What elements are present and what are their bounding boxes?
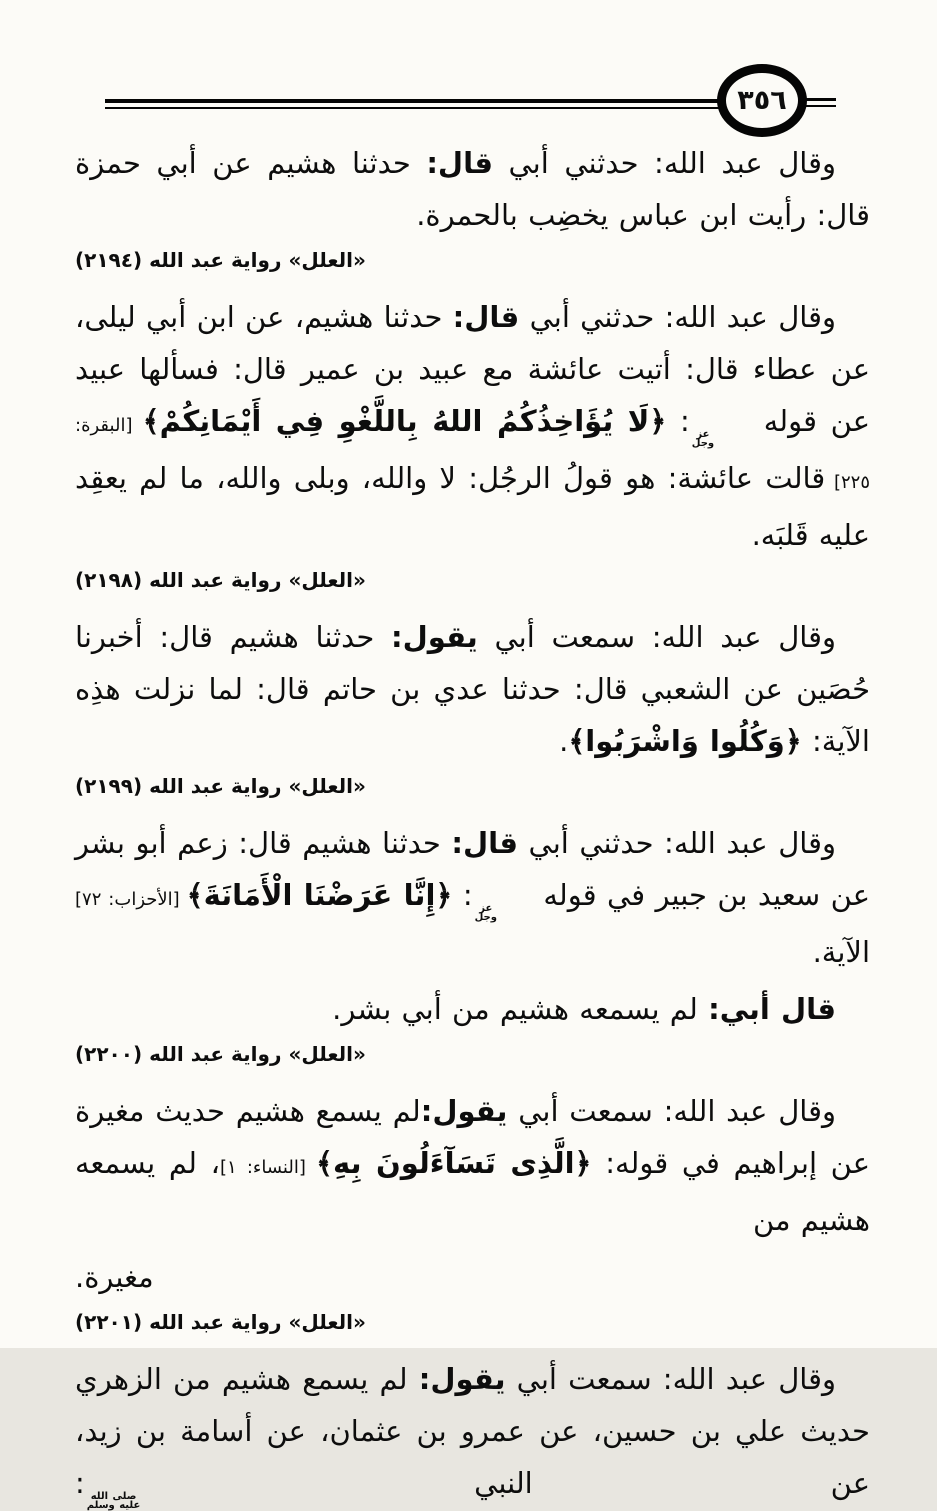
surah-reference: [الأحزاب: ٧٢] xyxy=(75,889,187,910)
text-run: ، لم يسمعه هشيم من xyxy=(75,1146,870,1237)
honorific-line: عز xyxy=(696,429,710,440)
page-number-badge xyxy=(717,64,807,137)
source-citation: «العلل» رواية عبد الله (٢١٩٩) xyxy=(75,774,366,798)
hadith-paragraph xyxy=(75,611,870,767)
text-run: : xyxy=(666,404,690,438)
hadith-paragraph xyxy=(75,983,870,1035)
text-run: حدثنا هشيم عن أبي حمزة قال: رأيت ابن عباس يخضِب بالحمرة. xyxy=(75,146,870,232)
text-run: مغيرة. xyxy=(75,1260,154,1294)
text-run: لم يسمع هشيم من الزهري حديث علي بن حسين، عن عمرو بن عثمان، عن أسامة بن زيد، عن النبي xyxy=(75,1362,870,1500)
text-run: قالت عائشة: هو قولُ الرجُل: لا والله، وبلى والله، ما لم يعقِد عليه قَلبَه. xyxy=(75,461,870,552)
text-run: وقال عبد الله: سمعت أبي xyxy=(507,1094,836,1128)
hadith-paragraph xyxy=(75,291,870,561)
emphasis-text: يقول: xyxy=(418,1362,506,1396)
text-run: : xyxy=(75,1466,85,1500)
honorific-line: عليه وسلم xyxy=(86,1500,141,1511)
surah-reference: [النساء: ١] xyxy=(220,1157,316,1178)
hadith-paragraph xyxy=(75,137,870,241)
text-run: حدثنا هشيم قال: أخبرنا حُصَين عن الشعبي قال: حدثنا عدي بن حاتم قال: لما نزلت هذِه الآية: xyxy=(75,620,870,758)
quran-verse: ﴿إِنَّا عَرَضْنَا الْأَمَانَةَ﴾ xyxy=(186,878,453,912)
honorific-symbol xyxy=(475,904,531,922)
honorific-line: وجل xyxy=(691,438,715,449)
text-run: وقال عبد الله: سمعت أبي xyxy=(477,620,836,654)
source-citation: «العلل» رواية عبد الله (٢٢٠١) xyxy=(75,1310,366,1334)
source-citation: «العلل» رواية عبد الله (٢١٩٨) xyxy=(75,568,366,592)
text-run: وقال عبد الله: حدثني أبي xyxy=(492,146,836,180)
emphasis-text: قال: xyxy=(426,146,493,180)
emphasis-text: قال: xyxy=(451,826,519,860)
hadith-paragraph xyxy=(75,1085,870,1246)
source-citation: «العلل» رواية عبد الله (٢٢٠٠) xyxy=(75,1042,366,1066)
hadith-paragraph xyxy=(75,1353,870,1510)
hadith-paragraph xyxy=(75,817,870,978)
honorific-line: عز xyxy=(479,903,493,914)
page-body xyxy=(75,137,871,1511)
source-citation: «العلل» رواية عبد الله (٢١٩٤) xyxy=(75,248,366,272)
text-run: لم يسمع هشيم حديث مغيرة عن إبراهيم في قوله: xyxy=(75,1094,871,1180)
text-run: حدثنا هشيم، عن ابن أبي ليلى، عن عطاء قال: أتيت عائشة مع عبيد بن عمير قال: فسألها عبيد عن قوله xyxy=(75,300,871,438)
text-run: لم يسمعه هشيم من أبي بشر. xyxy=(332,992,709,1026)
quran-verse: ﴿وَكُلُوا وَاشْرَبُوا﴾ xyxy=(568,724,802,758)
emphasis-text: يقول: xyxy=(391,620,478,654)
hadith-paragraph xyxy=(75,1251,870,1303)
header-rule-right xyxy=(805,98,836,107)
text-run: وقال عبد الله: حدثني أبي xyxy=(518,826,836,860)
text-run: . xyxy=(559,724,569,758)
text-run: وقال عبد الله: سمعت أبي xyxy=(505,1362,836,1396)
honorific-symbol xyxy=(87,1492,175,1510)
page-number: ٣٥٦ xyxy=(737,85,787,116)
emphasis-text: قال: xyxy=(452,300,520,334)
page-header xyxy=(0,0,937,140)
quran-verse: ﴿الَّذِى تَسَآءَلُونَ بِهِ﴾ xyxy=(315,1146,592,1180)
emphasis-text: يقول: xyxy=(420,1094,508,1128)
text-run: حدثنا هشيم قال: زعم أبو بشر عن سعيد بن جبير في قوله xyxy=(75,826,870,912)
text-run: وقال عبد الله: حدثني أبي xyxy=(519,300,836,334)
quran-verse: ﴿لَا يُؤَاخِذُكُمُ اللهُ بِاللَّغْوِ فِي أَيْمَانِكُمْ﴾ xyxy=(142,404,667,438)
honorific-line: وجل xyxy=(474,912,497,923)
surah-reference: [البقرة: ٢٢٥] xyxy=(75,415,870,493)
honorific-symbol xyxy=(692,430,748,448)
text-run: : xyxy=(452,878,473,912)
header-rule-left xyxy=(105,99,723,109)
text-run: الآية. xyxy=(812,935,870,969)
honorific-line: صلى الله xyxy=(90,1491,137,1502)
emphasis-text: قال أبي: xyxy=(708,992,836,1026)
